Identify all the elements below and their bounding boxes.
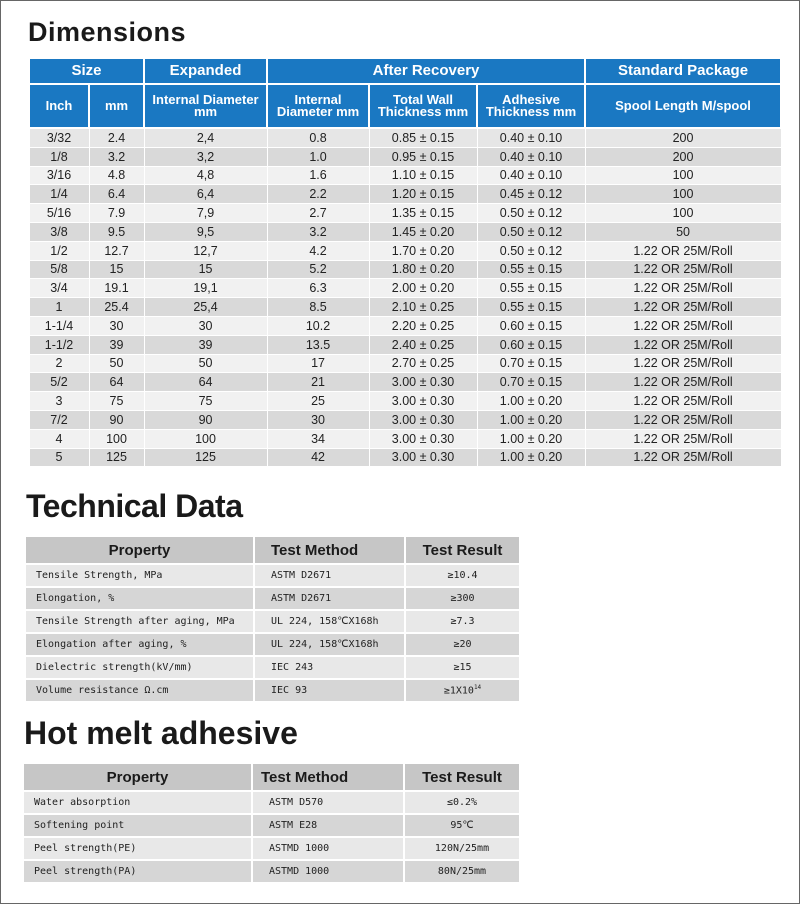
table-row: [29, 316, 781, 335]
property-cell: [24, 860, 252, 883]
expanded-id-cell: 3,2: [144, 147, 267, 166]
mm-cell: 64: [89, 373, 144, 392]
table-row: [29, 204, 781, 223]
result-exponent: 14: [473, 684, 482, 692]
property-cell: [26, 656, 254, 679]
table-row: [24, 837, 520, 860]
result-text: ≤0.2%: [446, 797, 478, 808]
method-cell: [252, 837, 404, 860]
table-row: [29, 448, 781, 467]
property-text: Peel strength(PE): [34, 843, 137, 854]
technical-data-table-body: [26, 564, 520, 702]
method-cell: [254, 679, 405, 702]
spool-length-column-header: Spool Length M/spool: [585, 84, 781, 128]
table-row: [29, 429, 781, 448]
table-row: [29, 279, 781, 298]
wall-thickness-column-header: Total Wall Thickness mm: [369, 84, 477, 128]
result-cell: [405, 656, 520, 679]
inch-cell: 4: [29, 429, 89, 448]
inch-cell: 5/2: [29, 373, 89, 392]
mm-cell: 50: [89, 354, 144, 373]
expanded-id-cell: 125: [144, 448, 267, 467]
recovered-id-cell: 6.3: [267, 279, 369, 298]
recovered-id-cell: 21: [267, 373, 369, 392]
method-text: IEC 243: [271, 662, 314, 673]
adhesive-thickness-cell: 0.50 ± 0.12: [477, 241, 585, 260]
result-cell: [405, 679, 520, 702]
adhesive-thickness-cell: 0.40 ± 0.10: [477, 166, 585, 185]
spool-length-cell: 100: [585, 204, 781, 223]
method-text: ASTM D570: [269, 797, 324, 808]
expanded-id-cell: 2,4: [144, 128, 267, 147]
adhesive-thickness-cell: 0.55 ± 0.15: [477, 260, 585, 279]
table-row: [29, 298, 781, 317]
expanded-id-cell: 12,7: [144, 241, 267, 260]
adhesive-thickness-cell: 0.55 ± 0.15: [477, 279, 585, 298]
result-cell: [405, 610, 520, 633]
result-text: ≥20: [453, 639, 472, 650]
mm-cell: 15: [89, 260, 144, 279]
table-row: [29, 260, 781, 279]
property-text: Water absorption: [34, 797, 131, 808]
after-recovery-group-header: After Recovery: [267, 58, 585, 84]
inch-cell: 1-1/2: [29, 335, 89, 354]
result-text: ≥7.3: [450, 616, 475, 627]
property-cell: [26, 679, 254, 702]
expanded-id-cell: 64: [144, 373, 267, 392]
property-text: Volume resistance Ω.cm: [36, 685, 169, 696]
property-text: Elongation, %: [36, 593, 115, 604]
table-row: [26, 587, 520, 610]
property-text: Dielectric strength(kV/mm): [36, 662, 193, 673]
adhesive-thickness-cell: 0.40 ± 0.10: [477, 147, 585, 166]
wall-thickness-cell: 1.80 ± 0.20: [369, 260, 477, 279]
inch-cell: 5/16: [29, 204, 89, 223]
adhesive-thickness-column-header: Adhesive Thickness mm: [477, 84, 585, 128]
mm-cell: 7.9: [89, 204, 144, 223]
method-cell: [252, 814, 404, 837]
mm-cell: 9.5: [89, 222, 144, 241]
table-row: [29, 410, 781, 429]
expanded-id-cell: 25,4: [144, 298, 267, 317]
spool-length-cell: 1.22 OR 25M/Roll: [585, 298, 781, 317]
recovered-id-cell: 42: [267, 448, 369, 467]
method-text: UL 224, 158℃X168h: [271, 616, 379, 627]
expanded-id-cell: 15: [144, 260, 267, 279]
size-group-header: Size: [29, 58, 144, 84]
standard-package-group-header: Standard Package: [585, 58, 781, 84]
property-text: Elongation after aging, %: [36, 639, 187, 650]
adhesive-thickness-cell: 0.60 ± 0.15: [477, 335, 585, 354]
table-row: [26, 656, 520, 679]
table-row: [29, 392, 781, 411]
recovered-id-cell: 25: [267, 392, 369, 411]
mm-cell: 100: [89, 429, 144, 448]
table-row: [29, 335, 781, 354]
wall-thickness-cell: 1.70 ± 0.20: [369, 241, 477, 260]
adhesive-thickness-cell: 0.50 ± 0.12: [477, 204, 585, 223]
spool-length-cell: 1.22 OR 25M/Roll: [585, 354, 781, 373]
table-row: [29, 222, 781, 241]
recovered-id-cell: 1.0: [267, 147, 369, 166]
method-text: ASTMD 1000: [269, 866, 330, 877]
recovered-id-cell: 8.5: [267, 298, 369, 317]
inch-cell: 1/4: [29, 185, 89, 204]
property-cell: [24, 837, 252, 860]
inch-cell: 3/32: [29, 128, 89, 147]
dimensions-title: Dimensions: [28, 17, 187, 47]
expanded-id-cell: 19,1: [144, 279, 267, 298]
inch-cell: 3/16: [29, 166, 89, 185]
property-text: Softening point: [34, 820, 125, 831]
mm-cell: 19.1: [89, 279, 144, 298]
adhesive-thickness-cell: 0.50 ± 0.12: [477, 222, 585, 241]
table-row: [29, 128, 781, 147]
adhesive-thickness-cell: 1.00 ± 0.20: [477, 392, 585, 411]
spool-length-cell: 1.22 OR 25M/Roll: [585, 316, 781, 335]
inch-column-header: Inch: [29, 84, 89, 128]
adhesive-thickness-cell: 0.55 ± 0.15: [477, 298, 585, 317]
expanded-id-cell: 7,9: [144, 204, 267, 223]
wall-thickness-cell: 2.70 ± 0.25: [369, 354, 477, 373]
spool-length-cell: 100: [585, 166, 781, 185]
mm-cell: 125: [89, 448, 144, 467]
table-row: [26, 564, 520, 587]
result-text: 95℃: [450, 820, 474, 831]
dimensions-table: [28, 57, 782, 467]
table-row: [26, 633, 520, 656]
inch-cell: 1-1/4: [29, 316, 89, 335]
result-cell: [405, 587, 520, 610]
recovered-id-cell: 34: [267, 429, 369, 448]
property-cell: [24, 791, 252, 814]
recovered-id-cell: 5.2: [267, 260, 369, 279]
wall-thickness-cell: 2.20 ± 0.25: [369, 316, 477, 335]
wall-thickness-cell: 3.00 ± 0.30: [369, 429, 477, 448]
method-text: ASTMD 1000: [269, 843, 330, 854]
mm-cell: 6.4: [89, 185, 144, 204]
spool-length-cell: 50: [585, 222, 781, 241]
spool-length-cell: 1.22 OR 25M/Roll: [585, 429, 781, 448]
result-text: 80N/25mm: [437, 866, 487, 877]
spool-length-cell: 200: [585, 147, 781, 166]
mm-cell: 90: [89, 410, 144, 429]
expanded-id-column-header: Internal Diameter mm: [144, 84, 267, 128]
wall-thickness-cell: 1.10 ± 0.15: [369, 166, 477, 185]
technical-data-table: [26, 537, 521, 703]
result-cell: [404, 791, 520, 814]
recovered-id-cell: 2.2: [267, 185, 369, 204]
table-row: [29, 166, 781, 185]
table-row: [29, 147, 781, 166]
adhesive-thickness-cell: 0.45 ± 0.12: [477, 185, 585, 204]
adhesive-thickness-cell: 1.00 ± 0.20: [477, 410, 585, 429]
mm-cell: 39: [89, 335, 144, 354]
expanded-group-header: Expanded: [144, 58, 267, 84]
test-method-column-header: Test Method: [252, 764, 404, 791]
result-cell: [404, 814, 520, 837]
recovered-id-column-header: Internal Diameter mm: [267, 84, 369, 128]
mm-cell: 30: [89, 316, 144, 335]
spool-length-cell: 1.22 OR 25M/Roll: [585, 279, 781, 298]
mm-cell: 12.7: [89, 241, 144, 260]
method-text: IEC 93: [271, 685, 308, 696]
property-text: Peel strength(PA): [34, 866, 137, 877]
inch-cell: 1/8: [29, 147, 89, 166]
method-text: ASTM E28: [269, 820, 318, 831]
recovered-id-cell: 17: [267, 354, 369, 373]
dimensions-table-body: [29, 128, 781, 467]
method-text: ASTM D2671: [271, 593, 332, 604]
property-cell: [24, 814, 252, 837]
wall-thickness-cell: 1.20 ± 0.15: [369, 185, 477, 204]
spool-length-cell: 200: [585, 128, 781, 147]
table-row: [29, 354, 781, 373]
wall-thickness-cell: 0.95 ± 0.15: [369, 147, 477, 166]
property-column-header: Property: [26, 537, 254, 564]
expanded-id-cell: 100: [144, 429, 267, 448]
spool-length-cell: 1.22 OR 25M/Roll: [585, 373, 781, 392]
wall-thickness-cell: 3.00 ± 0.30: [369, 410, 477, 429]
test-result-column-header: Test Result: [404, 764, 520, 791]
test-result-column-header: Test Result: [405, 537, 520, 564]
recovered-id-cell: 4.2: [267, 241, 369, 260]
wall-thickness-cell: 1.35 ± 0.15: [369, 204, 477, 223]
spool-length-cell: 100: [585, 185, 781, 204]
method-cell: [254, 587, 405, 610]
table-row: [29, 373, 781, 392]
inch-cell: 5: [29, 448, 89, 467]
recovered-id-cell: 13.5: [267, 335, 369, 354]
wall-thickness-cell: 2.10 ± 0.25: [369, 298, 477, 317]
result-cell: [404, 837, 520, 860]
method-cell: [254, 656, 405, 679]
inch-cell: 3/8: [29, 222, 89, 241]
property-cell: [26, 633, 254, 656]
wall-thickness-cell: 3.00 ± 0.30: [369, 448, 477, 467]
property-text: Tensile Strength, MPa: [36, 570, 163, 581]
method-cell: [252, 860, 404, 883]
adhesive-thickness-cell: 0.60 ± 0.15: [477, 316, 585, 335]
result-cell: [405, 633, 520, 656]
result-text: ≥15: [453, 662, 472, 673]
hot-melt-adhesive-title: Hot melt adhesive: [24, 715, 298, 751]
expanded-id-cell: 4,8: [144, 166, 267, 185]
hot-melt-adhesive-table-body: [24, 791, 520, 883]
table-row: [29, 185, 781, 204]
hot-melt-adhesive-table: [24, 764, 521, 884]
property-text: Tensile Strength after aging, MPa: [36, 616, 235, 627]
inch-cell: 3/4: [29, 279, 89, 298]
result-text: ≥300: [450, 593, 475, 604]
inch-cell: 1: [29, 298, 89, 317]
spool-length-cell: 1.22 OR 25M/Roll: [585, 448, 781, 467]
test-method-column-header: Test Method: [254, 537, 405, 564]
table-row: [26, 610, 520, 633]
method-text: UL 224, 158℃X168h: [271, 639, 379, 650]
method-cell: [254, 610, 405, 633]
adhesive-thickness-cell: 0.70 ± 0.15: [477, 373, 585, 392]
mm-cell: 25.4: [89, 298, 144, 317]
mm-cell: 3.2: [89, 147, 144, 166]
expanded-id-cell: 6,4: [144, 185, 267, 204]
property-cell: [26, 610, 254, 633]
result-text: 120N/25mm: [434, 843, 490, 854]
wall-thickness-cell: 1.45 ± 0.20: [369, 222, 477, 241]
mm-cell: 75: [89, 392, 144, 411]
method-cell: [254, 633, 405, 656]
expanded-id-cell: 50: [144, 354, 267, 373]
method-text: ASTM D2671: [271, 570, 332, 581]
spool-length-cell: 1.22 OR 25M/Roll: [585, 335, 781, 354]
inch-cell: 3: [29, 392, 89, 411]
spool-length-cell: 1.22 OR 25M/Roll: [585, 241, 781, 260]
property-cell: [26, 564, 254, 587]
table-row: [24, 791, 520, 814]
inch-cell: 1/2: [29, 241, 89, 260]
table-row: [26, 679, 520, 702]
wall-thickness-cell: 2.40 ± 0.25: [369, 335, 477, 354]
expanded-id-cell: 90: [144, 410, 267, 429]
method-cell: [254, 564, 405, 587]
wall-thickness-cell: 0.85 ± 0.15: [369, 128, 477, 147]
recovered-id-cell: 0.8: [267, 128, 369, 147]
recovered-id-cell: 1.6: [267, 166, 369, 185]
table-row: [24, 814, 520, 837]
property-cell: [26, 587, 254, 610]
table-row: [29, 241, 781, 260]
inch-cell: 5/8: [29, 260, 89, 279]
expanded-id-cell: 9,5: [144, 222, 267, 241]
recovered-id-cell: 2.7: [267, 204, 369, 223]
wall-thickness-cell: 3.00 ± 0.30: [369, 392, 477, 411]
expanded-id-cell: 39: [144, 335, 267, 354]
mm-cell: 2.4: [89, 128, 144, 147]
result-cell: [404, 860, 520, 883]
adhesive-thickness-cell: 0.70 ± 0.15: [477, 354, 585, 373]
recovered-id-cell: 3.2: [267, 222, 369, 241]
wall-thickness-cell: 3.00 ± 0.30: [369, 373, 477, 392]
mm-cell: 4.8: [89, 166, 144, 185]
expanded-id-cell: 30: [144, 316, 267, 335]
inch-cell: 7/2: [29, 410, 89, 429]
result-text: ≥1X10: [443, 685, 474, 697]
adhesive-thickness-cell: 0.40 ± 0.10: [477, 128, 585, 147]
method-cell: [252, 791, 404, 814]
spool-length-cell: 1.22 OR 25M/Roll: [585, 260, 781, 279]
result-cell: [405, 564, 520, 587]
mm-column-header: mm: [89, 84, 144, 128]
spool-length-cell: 1.22 OR 25M/Roll: [585, 392, 781, 411]
spool-length-cell: 1.22 OR 25M/Roll: [585, 410, 781, 429]
adhesive-thickness-cell: 1.00 ± 0.20: [477, 448, 585, 467]
result-text: ≥10.4: [447, 570, 478, 581]
technical-data-title: Technical Data: [26, 488, 243, 524]
inch-cell: 2: [29, 354, 89, 373]
adhesive-thickness-cell: 1.00 ± 0.20: [477, 429, 585, 448]
expanded-id-cell: 75: [144, 392, 267, 411]
recovered-id-cell: 10.2: [267, 316, 369, 335]
recovered-id-cell: 30: [267, 410, 369, 429]
property-column-header: Property: [24, 764, 252, 791]
table-row: [24, 860, 520, 883]
wall-thickness-cell: 2.00 ± 0.20: [369, 279, 477, 298]
